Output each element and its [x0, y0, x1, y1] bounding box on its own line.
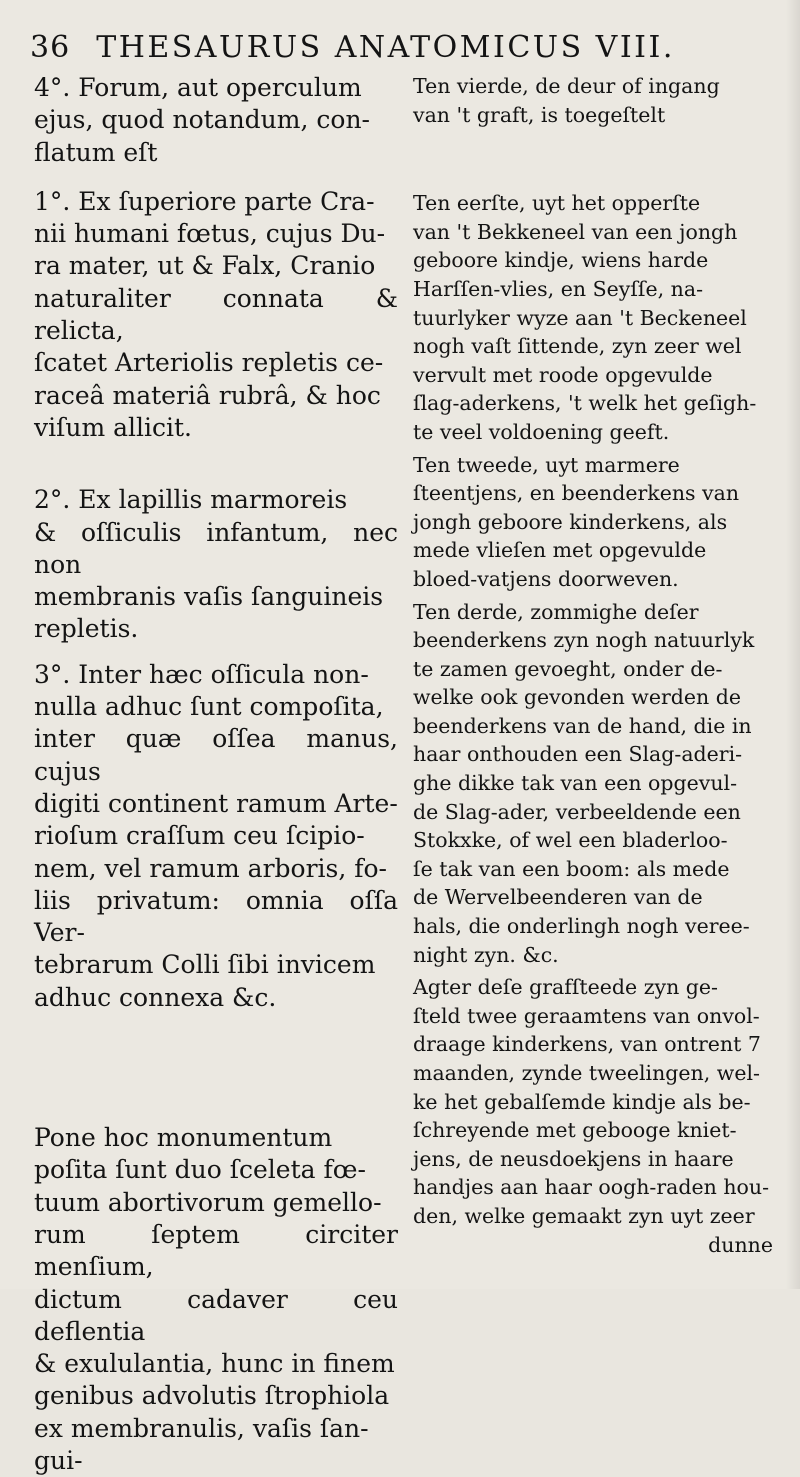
latin-paragraph: 3°. Inter hæc oſſicula non- nulla adhuc ſunt compoſita, inter quæ oſſea manus, cujus digiti continent ramum Arte- rioſum craſſum ceu ſcipio- nem, vel ramum arboris, fo- liis privatum: omnia oſſa Ver- tebrarum Colli ſibi invicem adhuc connexa &c.	[34, 659, 398, 1012]
page-number: 36	[30, 30, 71, 65]
latin-paragraph: 2°. Ex lapillis marmoreis & oſſiculis infantum, nec non membranis vaſis ſanguineis repletis.	[34, 485, 398, 644]
dutch-column	[413, 72, 773, 1277]
dutch-paragraph: Ten tweede, uyt marmere ſteentjens, en beenderkens van jongh geboore kinderkens, als mede vlieſen met opgevulde bloed-vatjens doorweven.	[413, 452, 740, 591]
running-title: THESAURUS ANATOMICUS VIII.	[96, 30, 675, 65]
page-header	[30, 30, 770, 74]
latin-paragraph: Pone hoc monumentum poſita ſunt duo ſceleta fœ- tuum abortivorum gemello- rum ſeptem circiter menſium, dictum cadaver ceu deflentia & exululantia, hunc in finem genibus advolutis ſtrophiola ex membranulis, vaſis ſan- gui-	[34, 1123, 398, 1475]
dutch-paragraph: dunne	[708, 1232, 773, 1257]
dutch-paragraph: Ten eerſte, uyt het opperſte van 't Bekkeneel van een jongh geboore kindje, wiens harde Harſſen-vlies, en Seyſſe, na- tuurlyker wyze aan 't Beckeneel nogh vaſt ſittende, zyn zeer wel vervult met roode opgevulde ſlag-aderkens, 't welk het geſigh- te veel voldoening geeft.	[413, 191, 757, 444]
dutch-paragraph: Ten vierde, de deur of ingang van 't graft, is toegeſtelt	[413, 74, 720, 127]
latin-column	[34, 72, 398, 1475]
page-edge-shadow	[786, 0, 800, 1289]
latin-paragraph: 1°. Ex ſuperiore parte Cra- nii humani fœtus, cujus Du- ra mater, ut & Falx, Cranio naturaliter connata & relicta, ſcatet Arteriolis repletis ce- raceâ materiâ rubrâ, & hoc viſum allicit.	[34, 186, 398, 442]
dutch-paragraph: Agter deſe grafſteede zyn ge- ſteld twee geraamtens van onvol- draage kinderkens, van ontrent 7 maanden, zynde tweelingen, wel- ke het gebalſemde kindje als be- ſchreyende met gebooge kniet- jens, de neusdoekjens in haare handjes aan haar oogh-raden hou- den, welke gemaakt zyn uyt zeer	[413, 975, 770, 1228]
latin-paragraph: 4°. Forum, aut operculum ejus, quod notandum, con- flatum eſt	[34, 73, 370, 167]
dutch-paragraph: Ten derde, zommighe deſer beenderkens zyn nogh natuurlyk te zamen gevoeght, onder de- welke ook gevonden werden de beenderkens van de hand, die in haar onthouden een Slag-aderi- ghe dikke tak van een opgevul- de Slag-ader, verbeeldende een Stokxke, of wel een bladerloo- ſe tak van een boom: als mede de Wervelbeenderen van de hals, die onderlingh nogh veree- night zyn. &c.	[413, 599, 755, 967]
